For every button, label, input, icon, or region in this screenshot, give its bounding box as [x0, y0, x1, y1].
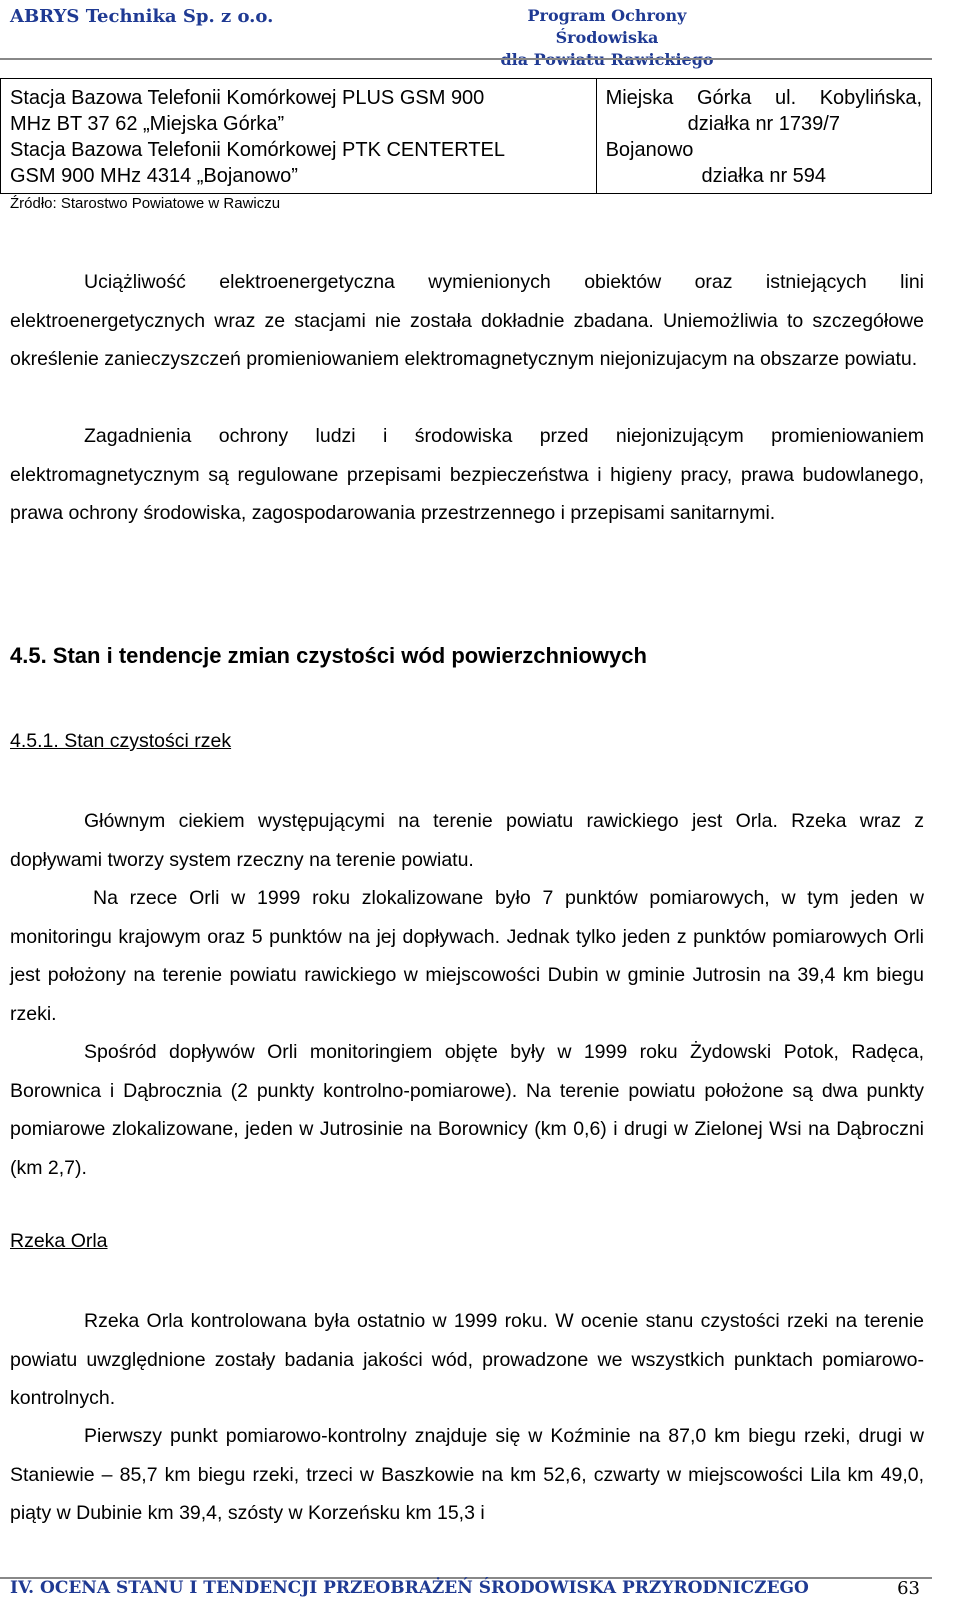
paragraph: Zagadnienia ochrony ludzi i środowiska przed niejonizującym promieniowaniem elektromagnetycznym są regulowane przepisami bezpieczeństwa i higieny pracy, prawa budowlanego, prawa ochrony środowiska, zagospodarowania przestrzennego i przepisami sanitarnymi.: [10, 425, 924, 524]
header-company: ABRYS Technika Sp. z o.o.: [10, 6, 274, 27]
stations-table: [0, 78, 932, 194]
header-program-line2: dla Powiatu Rawickiego: [500, 50, 714, 69]
header-program-line1: Program Ochrony Środowiska: [527, 6, 687, 47]
header-program: [477, 5, 737, 71]
table-row: [1, 79, 932, 194]
table-cell-station: [1, 79, 597, 194]
cell-line: działka nr 594: [701, 165, 827, 187]
footer-chapter: IV. OCENA STANU I TENDENCJI PRZEOBRAŻEŃ ŚRODOWISKA PRZYRODNICZEGO: [10, 1578, 809, 1598]
cell-line: GSM 900 MHz 4314 „Bojanowo”: [10, 165, 298, 187]
cell-line: MHz BT 37 62 „Miejska Górka”: [10, 113, 285, 135]
subsection-heading: 4.5.1. Stan czystości rzek: [10, 730, 232, 752]
cell-line: Miejska Górka ul. Kobylińska,: [605, 87, 922, 109]
cell-line: Bojanowo: [605, 139, 694, 161]
source-note: Źródło: Starostwo Powiatowe w Rawiczu: [10, 195, 281, 212]
cell-line: działka nr 1739/7: [687, 113, 840, 135]
cell-line: Stacja Bazowa Telefonii Komórkowej PTK CENTERTEL: [10, 139, 506, 161]
paragraph: Pierwszy punkt pomiarowo-kontrolny znajduje się w Koźminie na 87,0 km biegu rzeki, drugi w Staniewie – 85,7 km biegu rzeki, trzeci w Baszkowie na km 52,6, czwarty w miejscowości Lila km 49,0, piąty w Dubinie km 39,4, szósty w Korzeńsku km 15,3 i: [10, 1425, 924, 1524]
section-heading: 4.5. Stan i tendencje zmian czystości wód powierzchniowych: [10, 643, 647, 668]
paragraph: Uciążliwość elektroenergetyczna wymienionych obiektów oraz istniejących lini elektroenergetycznych wraz ze stacjami nie została dokładnie zbadana. Uniemożliwia to szczegółowe określenie zanieczyszczeń promieniowaniem elektromagnetycznym niejonizujacym na obszarze powiatu.: [10, 271, 924, 370]
header-divider: [0, 58, 932, 60]
paragraph: Spośród dopływów Orli monitoringiem objęte były w 1999 roku Żydowski Potok, Radęca, Borownica i Dąbrocznia (2 punkty kontrolno-pomiarowe). Na terenie powiatu położone są dwa punkty pomiarowe zlokalizowane, jeden w Jutrosinie na Borownicy (km 0,6) i drugi w Zielonej Wsi na Dąbroczni (km 2,7).: [10, 1041, 924, 1179]
page-number: 63: [897, 1578, 920, 1599]
paragraph: Na rzece Orli w 1999 roku zlokalizowane było 7 punktów pomiarowych, w tym jeden w monitoringu krajowym oraz 5 punktów na jej dopływach. Jednak tylko jeden z punktów pomiarowych Orli jest położony na terenie powiatu rawickiego w miejscowości Dubin w gminie Jutrosin na 39,4 km biegu rzeki.: [10, 887, 924, 1025]
cell-line: Stacja Bazowa Telefonii Komórkowej PLUS GSM 900: [10, 87, 485, 109]
paragraph: Głównym ciekiem występującymi na terenie powiatu rawickiego jest Orla. Rzeka wraz z dopływami tworzy system rzeczny na terenie powiatu.: [10, 810, 924, 871]
river-heading: Rzeka Orla: [10, 1230, 108, 1252]
paragraph: Rzeka Orla kontrolowana była ostatnio w 1999 roku. W ocenie stanu czystości rzeki na terenie powiatu uwzględnione zostały badania jakości wód, prowadzone we wszystkich punktach pomiarowo-kontrolnych.: [10, 1310, 924, 1409]
table-cell-location: [596, 79, 931, 194]
